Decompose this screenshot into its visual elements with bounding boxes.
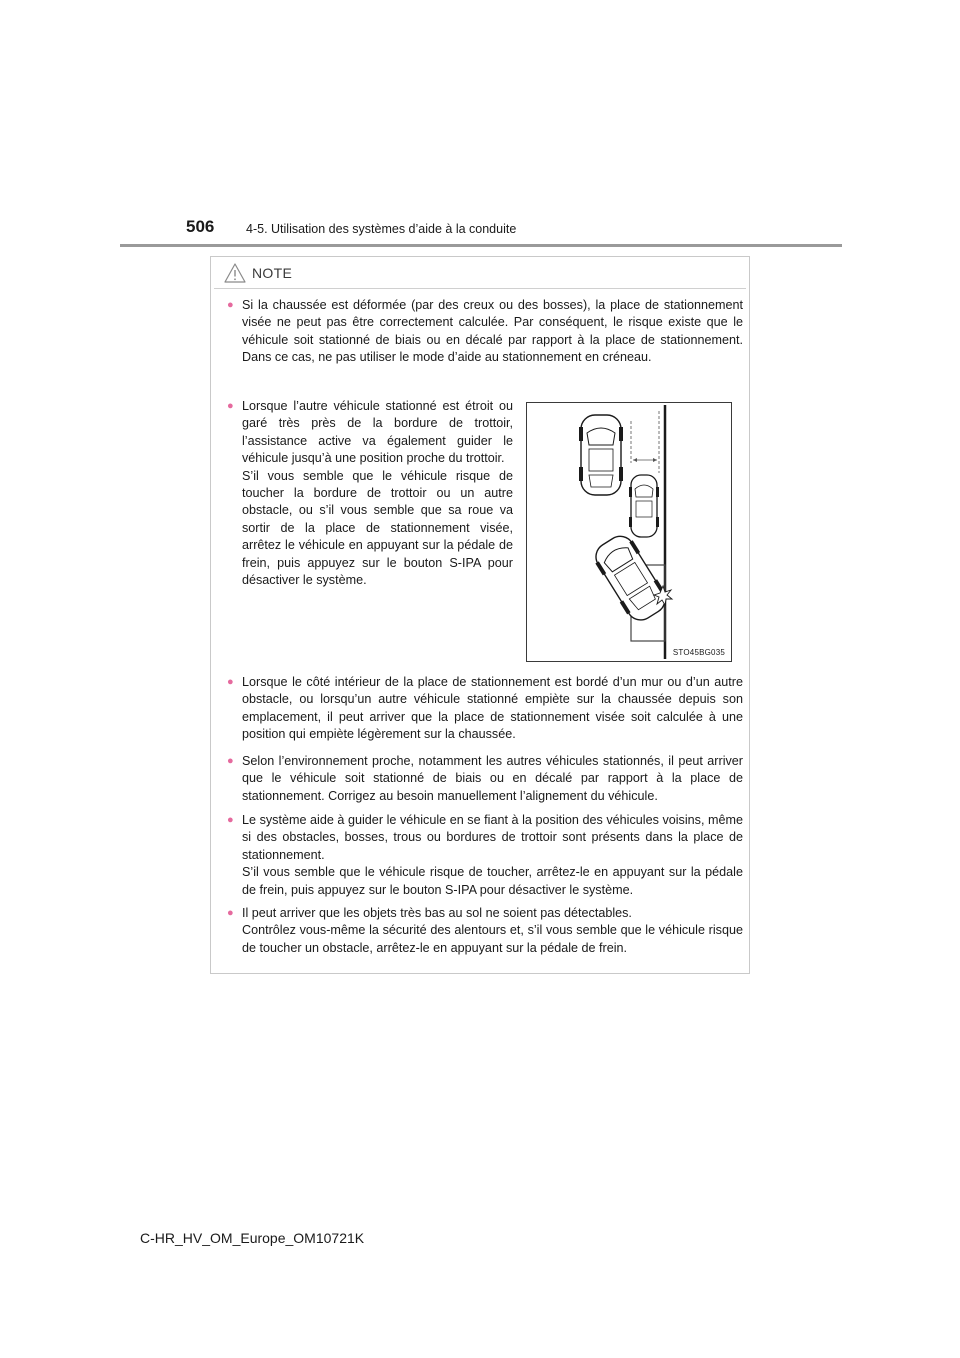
note-label: NOTE [252, 265, 293, 281]
section-title: 4-5. Utilisation des systèmes d’aide à la conduite [246, 222, 517, 236]
note-paragraph: S’il vous semble que le véhicule risque de toucher la bordure de trottoir ou un autre obstacle, ou s’il vous semble que sa roue va sortir de la place de stationnement visée, arrêtez le véhicule en appuyant sur la pédale de frein, puis appuyez sur le bouton S-IPA pour désactiver le système. [242, 468, 513, 588]
warning-triangle-icon [224, 263, 246, 283]
header-divider [120, 244, 842, 247]
note-paragraph: Si la chaussée est déformée (par des creux ou des bosses), la place de stationnement visée ne peut pas être correctement calculée. Par conséquent, le risque existe que le véhicule soit stationné de biais ou en décalé par rapport à la place de stationnement. Dans ce cas, ne pas utiliser le mode d’aide au stationnement en créneau. [242, 298, 743, 365]
note-paragraph: Lorsque le côté intérieur de la place de stationnement est bordé d’un mur ou d’un autre obstacle, ou lorsqu’un autre véhicule stationné empiète sur la chaussée depuis son emplacement, il peut arriver que la place de stationnement visée soit calculée à une position qui empiète légèrement sur la chaussée. [242, 675, 743, 742]
page-number: 506 [186, 217, 215, 236]
note-item [227, 812, 743, 899]
note-paragraph: Le système aide à guider le véhicule en se fiant à la position des véhicules voisins, même si des obstacles, bosses, trous ou bordures de trottoir sont présents dans la place de stationnement. [242, 813, 743, 862]
figure-code: STO45BG035 [672, 648, 725, 657]
note-header [224, 262, 292, 284]
note-paragraph: Selon l’environnement proche, notamment les autres véhicules stationnés, il peut arriver que le véhicule soit stationné de biais ou en décalé par rapport à la place de stationnement. Corrigez au besoin manuellement l’alignement du véhicule. [242, 754, 743, 803]
note-item [227, 674, 743, 744]
bullet-icon: ● [227, 755, 234, 767]
note-paragraph: Il peut arriver que les objets très bas au sol ne soient pas détectables. [242, 906, 632, 920]
note-item [227, 297, 743, 367]
note-item [227, 905, 743, 957]
note-divider [214, 288, 746, 289]
note-item [227, 398, 513, 589]
bullet-icon: ● [227, 907, 234, 919]
parking-curb-illustration [527, 403, 731, 661]
bullet-icon: ● [227, 676, 234, 688]
note-item [227, 753, 743, 805]
parking-figure [526, 402, 732, 662]
document-id: C-HR_HV_OM_Europe_OM10721K [140, 1230, 365, 1246]
bullet-icon: ● [227, 400, 234, 412]
note-paragraph: Lorsque l’autre véhicule stationné est étroit ou garé très près de la bordure de trottoir, l’assistance active va également guider le véhicule jusqu’à une position proche du trottoir. [242, 399, 513, 466]
note-paragraph: Contrôlez vous-même la sécurité des alentours et, s’il vous semble que le véhicule risque de toucher un obstacle, arrêtez-le en appuyant sur la pédale de frein. [242, 923, 743, 955]
bullet-icon: ● [227, 814, 234, 826]
bullet-icon: ● [227, 299, 234, 311]
note-paragraph: S’il vous semble que le véhicule risque de toucher, arrêtez-le en appuyant sur la pédale de frein, puis appuyez sur le bouton S-IPA pour désactiver le système. [242, 865, 743, 897]
